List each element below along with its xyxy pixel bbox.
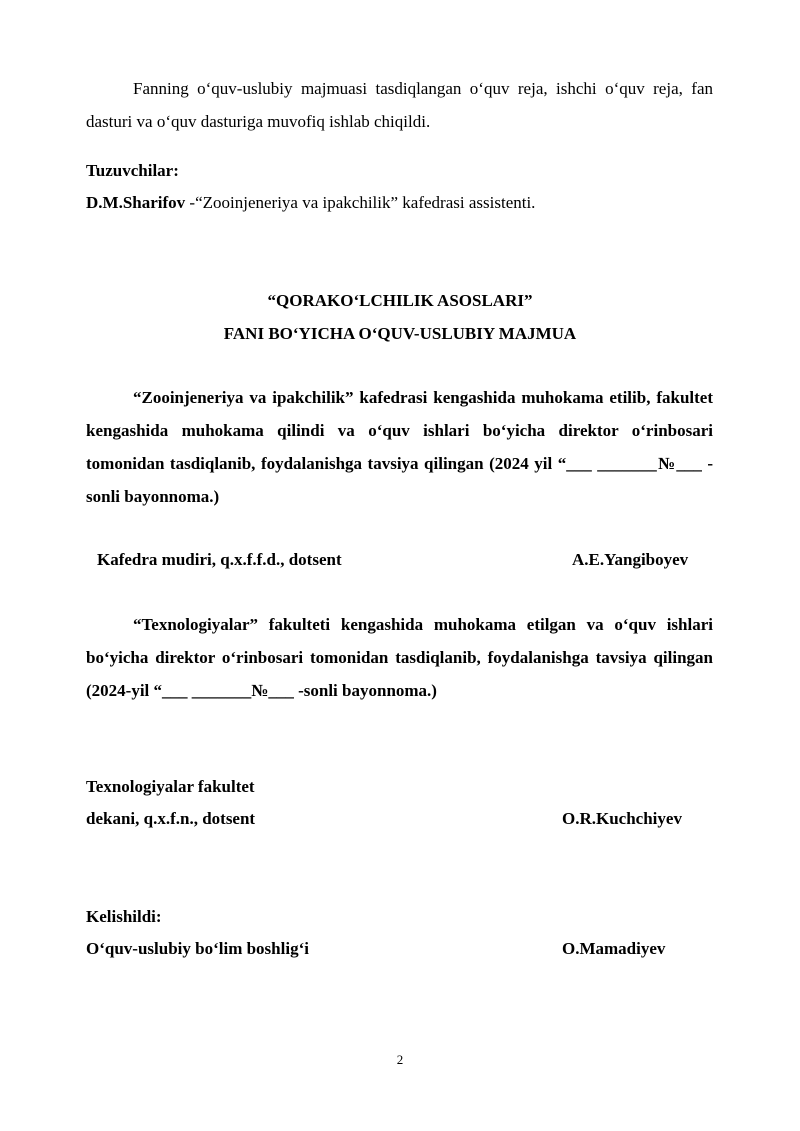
head-of-department-name: A.E.Yangiboyev: [572, 550, 689, 569]
intro-paragraph: Fanning o‘quv-uslubiy majmuasi tasdiqlangan o‘quv reja, ishchi o‘quv reja, fan dasturi va o‘quv dasturiga muvofiq ishlab chiqildi.: [86, 79, 713, 131]
dean-row: [86, 802, 713, 835]
authors-heading: Tuzuvchilar:: [86, 161, 179, 180]
author-name: D.M.Sharifov: [86, 193, 186, 212]
title-line-1: “QORAKO‘LCHILIK ASOSLARI”: [267, 291, 533, 310]
title-line-2: FANI BO‘YICHA O‘QUV-USLUBIY MAJMUA: [223, 324, 577, 343]
dean-name: O.R.Kuchchiyev: [562, 809, 682, 828]
method-head-title: O‘quv-uslubiy bo‘lim boshlig‘i: [86, 939, 309, 958]
head-of-department-title: Kafedra mudiri, q.x.f.f.d., dotsent: [97, 550, 342, 569]
author-role: -“Zooinjeneriya va ipakchilik” kafedrasi assistenti.: [185, 193, 536, 212]
faculty-approval-paragraph: “Texnologiyalar” fakulteti kengashida muhokama etilgan va o‘quv ishlari bo‘yicha direktor o‘rinbosari tomonidan tasdiqlanib, foydalanishga tavsiya qilingan (2024-yil “___ _______№___ -sonli bayonnoma.): [86, 615, 713, 700]
page-number: 2: [396, 1052, 404, 1067]
method-head-row: [86, 932, 713, 965]
author-line: [86, 186, 713, 219]
dean-title-line-2: dekani, q.x.f.n., dotsent: [86, 809, 256, 828]
agreed-heading: Kelishildi:: [86, 907, 162, 926]
dean-title-line-1: Texnologiyalar fakultet: [86, 777, 255, 796]
method-head-name: O.Mamadiyev: [562, 939, 666, 958]
head-of-department-row: [86, 543, 713, 576]
department-approval-paragraph: “Zooinjeneriya va ipakchilik” kafedrasi kengashida muhokama etilib, fakultet kengashida muhokama qilindi va o‘quv ishlari bo‘yicha direktor o‘rinbosari tomonidan tasdiqlanib, foydalanishga tavsiya qilingan (2024 yil “___ _______№___ -sonli bayonnoma.): [86, 388, 713, 506]
